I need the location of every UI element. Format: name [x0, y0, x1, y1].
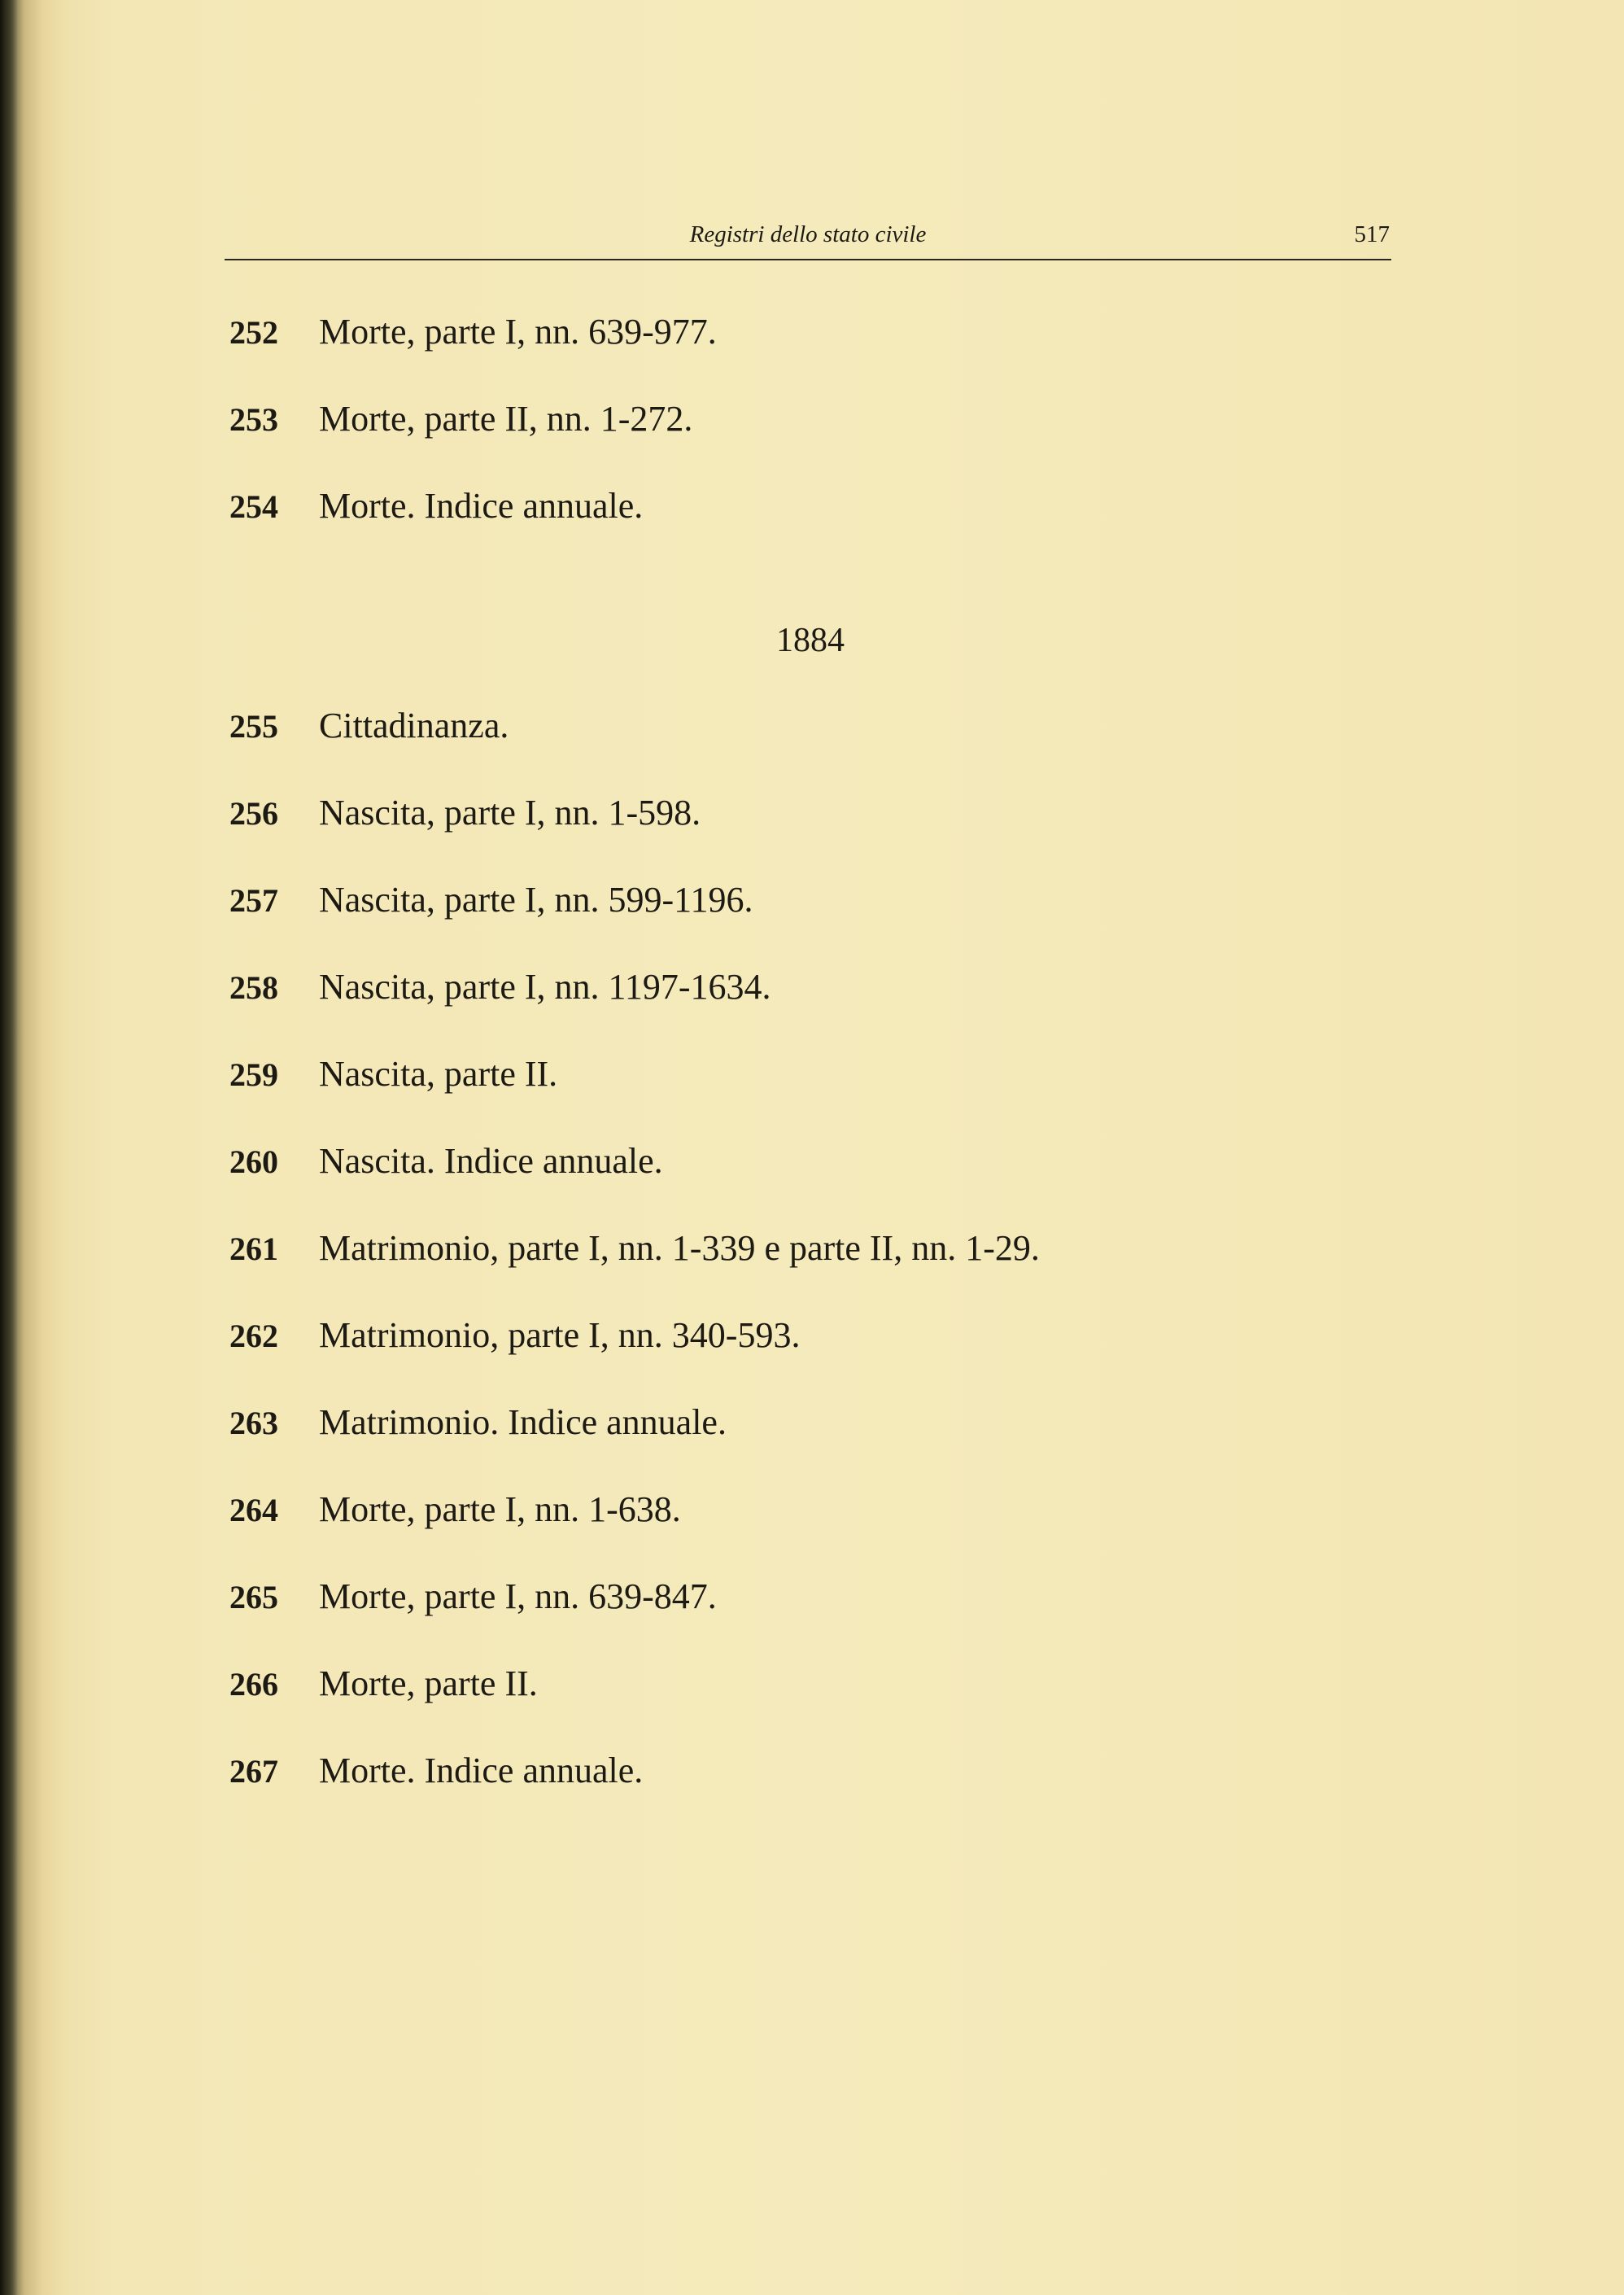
entry-text: Morte. Indice annuale. — [319, 486, 644, 526]
page-number: 517 — [1354, 221, 1390, 247]
entry-text: Morte, parte II. — [319, 1663, 538, 1703]
page-header — [225, 218, 1391, 260]
entry-text: Cittadinanza. — [319, 706, 509, 745]
list-item — [229, 876, 753, 925]
entry-text: Matrimonio, parte I, nn. 1-339 e parte II, nn. 1-29. — [319, 1228, 1040, 1268]
entry-number: 258 — [229, 969, 278, 1006]
entry-number: 261 — [229, 1231, 278, 1267]
entry-number: 264 — [229, 1492, 278, 1528]
list-item — [229, 1659, 538, 1708]
entry-number: 252 — [229, 314, 278, 351]
entry-number: 256 — [229, 795, 278, 832]
list-item — [229, 1572, 717, 1621]
list-item — [229, 789, 701, 837]
entry-number: 260 — [229, 1143, 278, 1180]
entry-text: Nascita, parte II. — [319, 1054, 558, 1094]
entry-text: Morte, parte I, nn. 639-847. — [319, 1576, 717, 1616]
entry-number: 263 — [229, 1405, 278, 1441]
list-item — [229, 702, 509, 750]
entry-text: Nascita, parte I, nn. 1-598. — [319, 793, 701, 833]
list-item — [229, 1050, 557, 1099]
list-item — [229, 1311, 800, 1360]
entry-text: Morte, parte I, nn. 1-638. — [319, 1489, 681, 1529]
entry-number: 257 — [229, 882, 278, 919]
list-item — [229, 482, 643, 531]
entry-number: 253 — [229, 401, 278, 438]
entry-number: 259 — [229, 1056, 278, 1093]
entry-number: 265 — [229, 1579, 278, 1615]
list-item — [229, 308, 717, 356]
running-head: Registri dello stato civile — [689, 221, 927, 247]
entry-number: 254 — [229, 488, 278, 525]
entry-text: Matrimonio, parte I, nn. 340-593. — [319, 1315, 801, 1355]
entry-text: Morte, parte I, nn. 639-977. — [319, 312, 717, 352]
list-item — [229, 1224, 1040, 1273]
entry-text: Matrimonio. Indice annuale. — [319, 1402, 727, 1442]
list-item — [229, 1137, 663, 1186]
entry-number: 266 — [229, 1666, 278, 1703]
list-item — [229, 1398, 727, 1447]
entry-number: 262 — [229, 1318, 278, 1354]
entry-text: Morte. Indice annuale. — [319, 1751, 644, 1790]
year-heading-text: 1884 — [776, 622, 845, 659]
list-item — [229, 395, 692, 444]
entry-number: 255 — [229, 708, 278, 745]
entry-text: Nascita, parte I, nn. 599-1196. — [319, 880, 753, 920]
binding-gutter — [0, 0, 18, 2295]
entry-number: 267 — [229, 1753, 278, 1790]
list-item — [229, 963, 771, 1012]
list-item — [229, 1485, 681, 1534]
entry-text: Nascita, parte I, nn. 1197-1634. — [319, 967, 771, 1007]
entry-text: Nascita. Indice annuale. — [319, 1141, 663, 1181]
entry-text: Morte, parte II, nn. 1-272. — [319, 399, 693, 439]
list-item — [229, 1746, 643, 1795]
year-heading — [0, 616, 1624, 665]
